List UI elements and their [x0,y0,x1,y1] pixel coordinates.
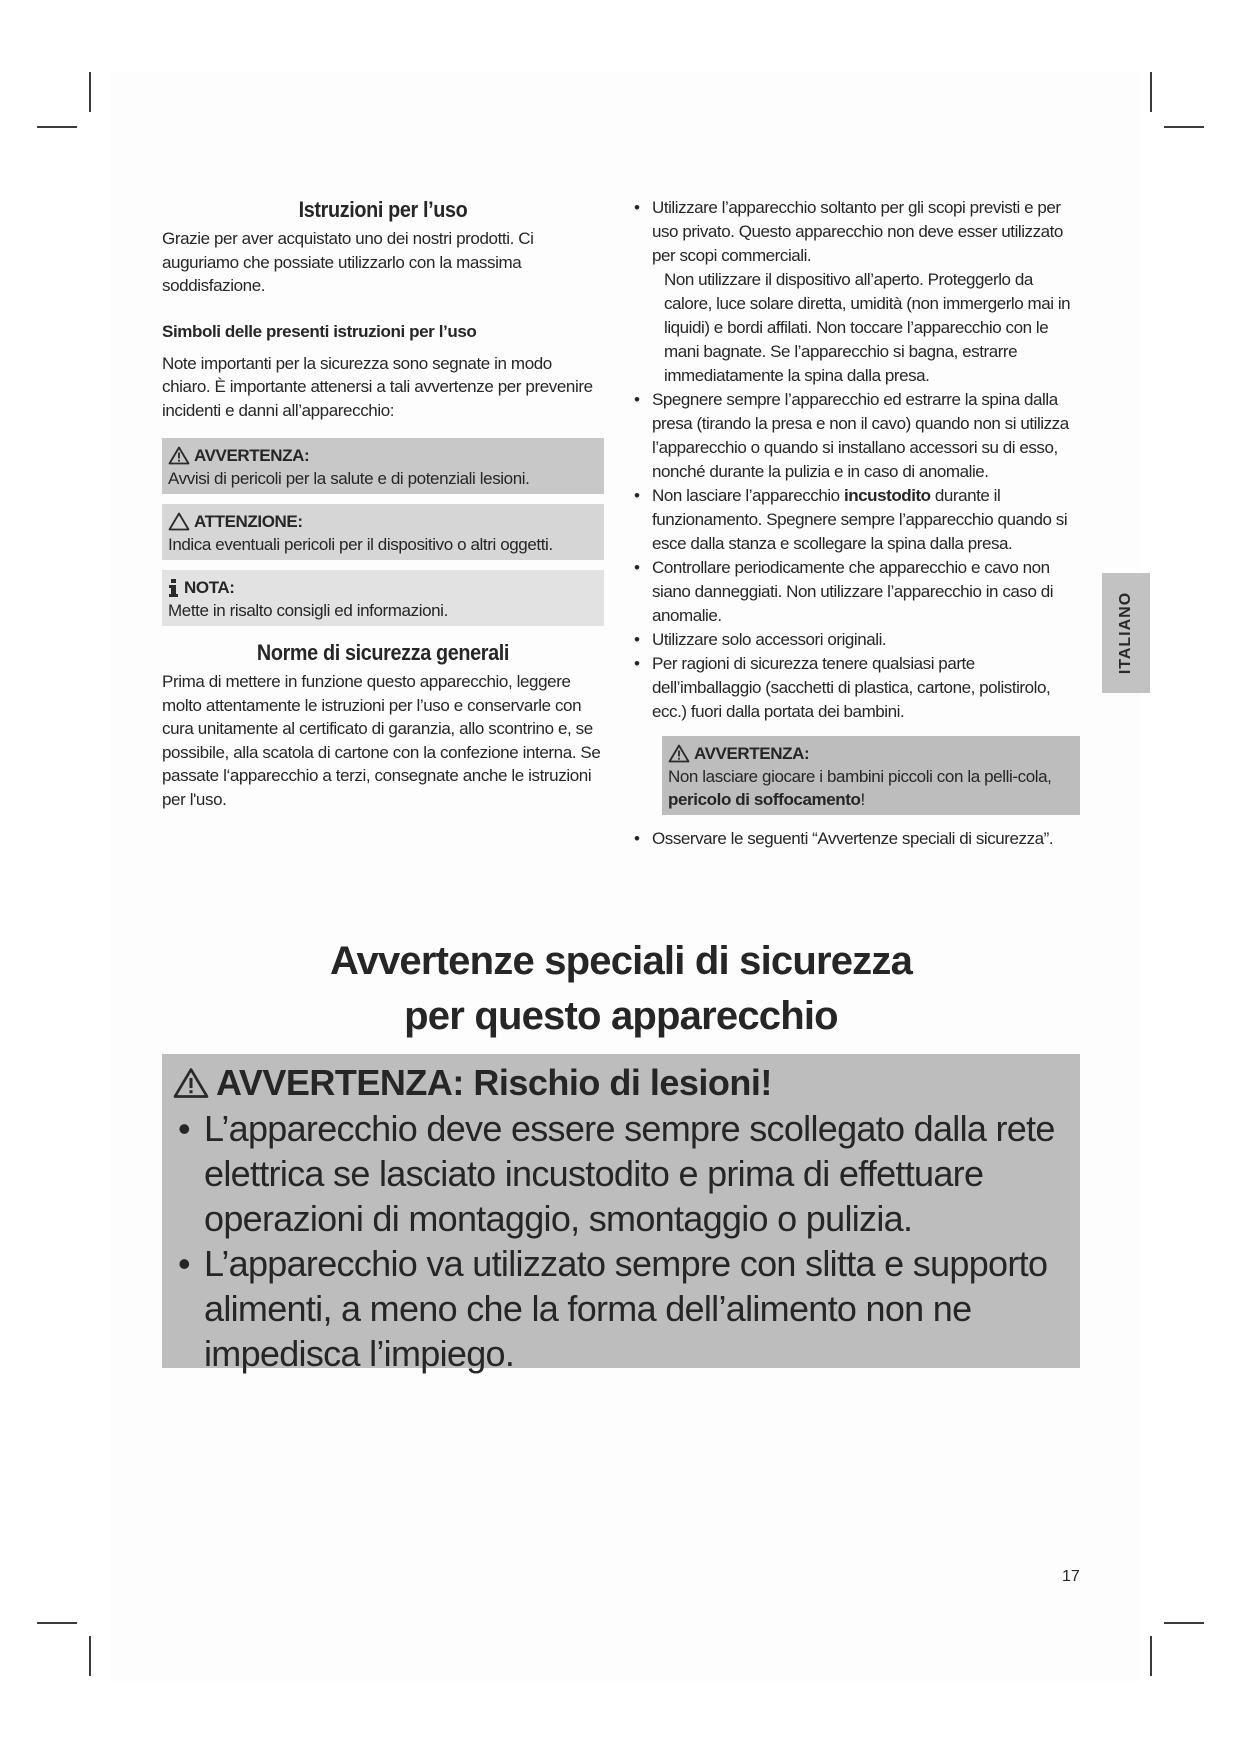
crop-mark [1150,1636,1152,1676]
right-column [632,196,1080,851]
instructions-title: Istruzioni per l’uso [298,197,468,222]
safety-list-end [632,827,1080,851]
safety-list [632,196,1080,724]
symbols-text: Note importanti per la sicurezza sono segnate in modo chiaro. È importante attenersi a tali avvertenze per prevenire incidenti e danni all’apparecchio: [162,353,593,420]
crop-mark [89,1636,91,1676]
notice-caution-text: Indica eventuali pericoli per il dispositivo o altri oggetti. [168,535,553,554]
children-warning-label: AVVERTENZA: [694,744,810,763]
page-number: 17 [1062,1568,1080,1585]
special-title-line2: per questo apparecchio [404,994,838,1038]
left-column [162,197,604,811]
list-item [632,484,1080,556]
children-warning-bold: pericolo di soffocamento [668,790,861,809]
notice-note [162,570,604,626]
crop-mark [89,72,91,112]
caution-triangle-icon [168,512,190,531]
language-tab [1102,573,1150,693]
notice-note-text: Mette in risalto consigli ed informazioni. [168,601,448,620]
bullet-1-text: Utilizzare l’apparecchio soltanto per gli scopi previsti e per uso privato. Questo apparecchio non deve esser utilizzato per scopi commerciali. [652,198,1063,265]
warning-triangle-icon [172,1067,210,1099]
safety-title: Norme di sicurezza generali [256,640,510,665]
special-warning-box [162,1054,1080,1374]
notice-warning-label: AVVERTENZA: [194,446,310,465]
children-warning-post: ! [860,790,865,809]
warning-triangle-icon [668,744,690,763]
safety-text: Prima di mettere in funzione questo apparecchio, leggere molto attentamente le istruzioni per l’uso e conservarle con cura unitamente al certificato di garanzia, allo scontrino e, se possibile, alla scatola di cartone con la confezione interna. Se passate l‘apparecchio a terzi, consegnate anche le istruzioni per l'uso. [162,672,601,809]
list-item: • Per ragioni di sicurezza tenere qualsiasi parte dell’imballaggio (sacchetti di plastica, cartone, polistirolo, ecc.) fuori dalla portata dei bambini. [632,652,1080,724]
special-warnings-title [162,934,1080,1044]
crop-mark [1164,1622,1204,1624]
list-item: • L’apparecchio va utilizzato sempre con slitta e supporto alimenti, a meno che la forma dell’alimento non ne impedisca l’impiego. [172,1241,1070,1376]
list-item: • Controllare periodicamente che apparecchio e cavo non siano danneggiati. Non utilizzare l’apparecchio in caso di anomalie. [632,556,1080,628]
list-item [632,196,1080,388]
special-title-line1: Avvertenze speciali di sicurezza [329,939,913,983]
crop-mark [37,1622,77,1624]
bullet-3-bold: incustodito [843,486,931,505]
list-item: • Utilizzare solo accessori originali. [632,628,1080,652]
children-warning-pre: Non lasciare giocare i bambini piccoli con la pelli-cola, [668,767,1052,786]
list-item: • L’apparecchio deve essere sempre scollegato dalla rete elettrica se lasciato incustodito e prima di effettuare operazioni di montaggio, smontaggio o pulizia. [172,1106,1070,1241]
children-warning-text [668,765,1074,811]
crop-mark [1164,126,1204,128]
special-warning-head: AVVERTENZA: Rischio di lesioni! [216,1062,772,1103]
notice-warning [162,438,604,494]
list-item: • Osservare le seguenti “Avvertenze speciali di sicurezza”. [632,827,1080,851]
symbols-title: Simboli delle presenti istruzioni per l’uso [162,321,477,341]
children-warning [662,736,1080,815]
bullet-3-post: durante il funzionamento. Spegnere sempre l’apparecchio quando si esce dalla stanza e scollegare la spina dalla presa. [652,486,1068,553]
crop-mark [37,126,77,128]
bullet-1-continuation: Non utilizzare il dispositivo all’aperto. Proteggerlo da calore, luce solare diretta, umidità (non immergerlo mai in liquidi) e bordi affilati. Non toccare l’apparecchio con le mani bagnate. Se l’apparecchio si bagna, estrarre immediatamente la spina dalla presa. [664,270,1071,385]
language-tab-label: ITALIANO [1117,591,1134,675]
warning-triangle-icon [168,446,190,465]
notice-caution [162,504,604,560]
notice-warning-text: Avvisi di pericoli per la salute e di potenziali lesioni. [168,469,530,488]
notice-note-label: NOTA: [184,578,235,597]
intro-text: Grazie per aver acquistato uno dei nostri prodotti. Ci auguriamo che possiate utilizzarlo con la massima soddisfazione. [162,229,534,295]
bullet-3-pre: Non lasciare l’apparecchio [652,486,844,505]
info-icon [168,579,180,597]
list-item: • Spegnere sempre l’apparecchio ed estrarre la spina dalla presa (tirando la presa e non il cavo) quando non si utilizza l’apparecchio o quando si installano accessori su di esso, nonché durante la pulizia e in caso di anomalie. [632,388,1080,484]
crop-mark [1150,72,1152,112]
notice-caution-label: ATTENZIONE: [194,512,303,531]
